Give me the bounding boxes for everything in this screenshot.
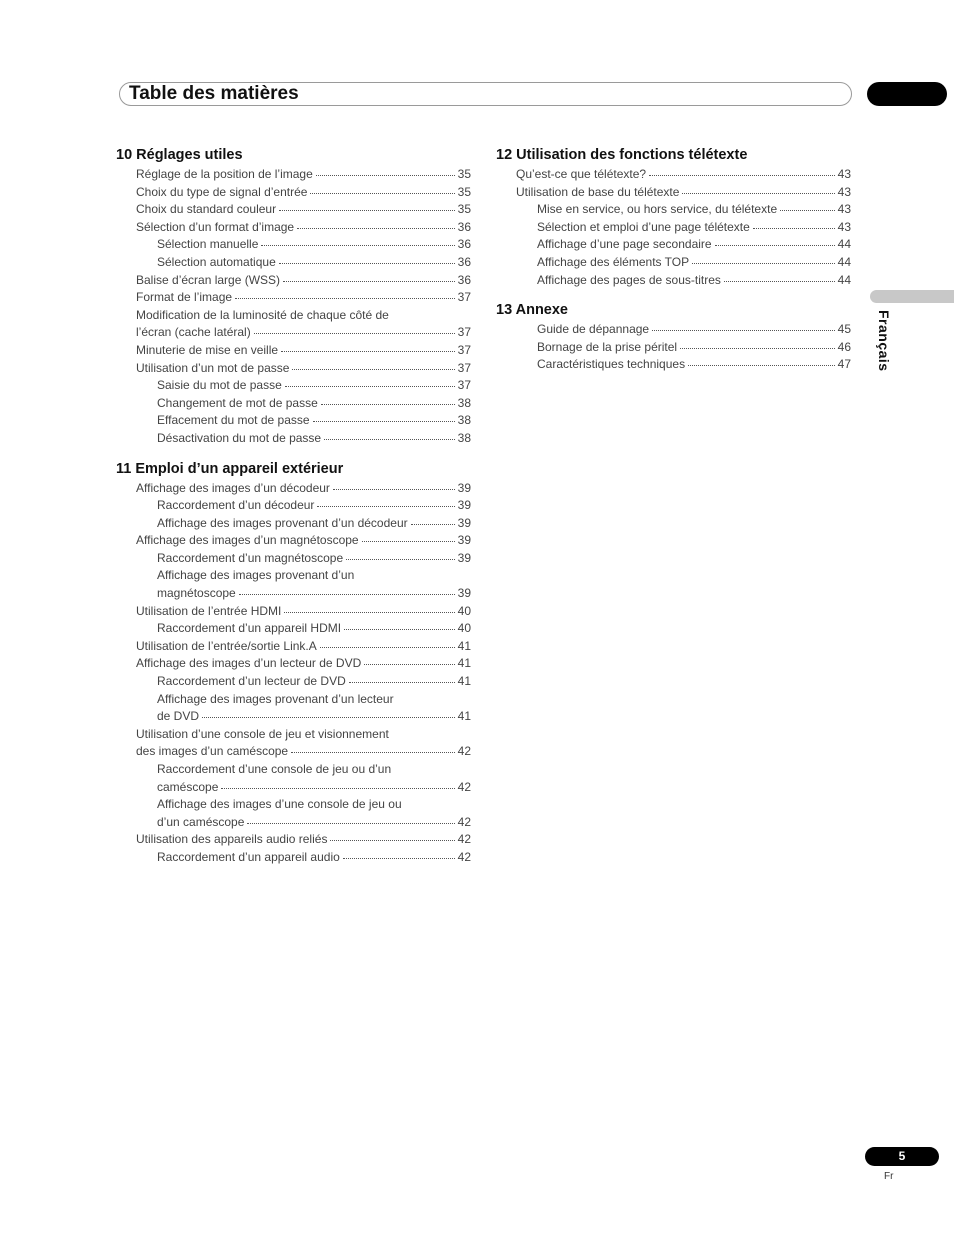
- dot-leader: [285, 376, 455, 387]
- toc-entry-text: Raccordement d’un appareil audio: [157, 849, 340, 864]
- toc-entry[interactable]: [116, 254, 471, 272]
- dot-leader: [235, 288, 455, 299]
- toc-entry-text: Balise d’écran large (WSS): [136, 272, 281, 287]
- dot-leader: [724, 271, 835, 282]
- toc-entry[interactable]: [116, 585, 471, 603]
- toc-entry-text: Effacement du mot de passe: [157, 413, 310, 428]
- section-heading: 10 Réglages utiles: [116, 147, 243, 163]
- dot-leader: [202, 707, 455, 718]
- toc-entry-text: Utilisation des appareils audio reliés: [136, 832, 328, 847]
- dot-leader: [221, 778, 454, 789]
- toc-entry[interactable]: [496, 201, 851, 219]
- toc-entry-page: 43: [837, 202, 851, 217]
- toc-entry-text: Affichage des images provenant d’un décodeur: [157, 515, 408, 530]
- toc-entry-page: 39: [457, 480, 471, 495]
- toc-entry[interactable]: [496, 166, 851, 184]
- dot-leader: [310, 183, 454, 194]
- toc-entry-text: Désactivation du mot de passe: [157, 430, 322, 445]
- toc-entry[interactable]: [116, 620, 471, 638]
- toc-entry-page: 38: [457, 430, 471, 445]
- toc-entry[interactable]: [116, 831, 471, 849]
- dot-leader: [652, 320, 835, 331]
- toc-entry[interactable]: [496, 356, 851, 374]
- section-heading: 13 Annexe: [496, 302, 568, 319]
- toc-entry-page: 42: [457, 779, 471, 794]
- toc-entry-page: 36: [457, 272, 471, 287]
- toc-entry[interactable]: [116, 691, 471, 709]
- dot-leader: [649, 165, 835, 176]
- toc-entry[interactable]: [116, 324, 471, 342]
- toc-entry-page: 42: [457, 849, 471, 864]
- dot-leader: [680, 338, 835, 349]
- toc-entry-text: Changement de mot de passe: [157, 395, 318, 410]
- toc-entry-page: 47: [837, 357, 851, 372]
- toc-entry-text: Affichage des images d’un décodeur: [136, 480, 330, 495]
- toc-entry-text: Affichage des images d’une console de jeu ou: [157, 797, 402, 812]
- dot-leader: [330, 830, 454, 841]
- toc-section: [496, 146, 851, 289]
- toc-entry-page: 41: [457, 709, 471, 724]
- dot-leader: [344, 619, 455, 630]
- dot-leader: [279, 200, 455, 211]
- toc-entry-text: Guide de dépannage: [537, 322, 650, 337]
- dot-leader: [364, 654, 454, 665]
- toc-entry-page: 39: [457, 515, 471, 530]
- dot-leader: [313, 411, 455, 422]
- toc-entry-page: 36: [457, 237, 471, 252]
- toc-entry[interactable]: [116, 201, 471, 219]
- toc-entry-text: Choix du type de signal d’entrée: [136, 184, 308, 199]
- toc-section: [116, 146, 471, 448]
- toc-entry-page: 35: [457, 167, 471, 181]
- language-tab: [870, 290, 954, 303]
- dot-leader: [780, 200, 835, 211]
- toc-entry-page: 39: [457, 533, 471, 548]
- toc-entry-text: Sélection automatique: [157, 254, 276, 269]
- page-number: 5: [865, 1147, 939, 1166]
- toc-entry[interactable]: [496, 236, 851, 254]
- toc-entry-page: 43: [837, 184, 851, 199]
- toc-entry-text: d’un caméscope: [157, 814, 245, 829]
- dot-leader: [411, 514, 455, 525]
- toc-entry[interactable]: [496, 272, 851, 290]
- title-pill-decoration: [867, 82, 947, 106]
- toc-entry[interactable]: [116, 395, 471, 413]
- toc-entry-text: Raccordement d’un lecteur de DVD: [157, 674, 346, 689]
- toc-entry[interactable]: [116, 497, 471, 515]
- language-label: Français: [876, 310, 892, 372]
- toc-entry[interactable]: [116, 272, 471, 290]
- dot-leader: [283, 271, 455, 282]
- toc-entry[interactable]: [496, 339, 851, 357]
- toc-entry-text: Utilisation de l’entrée/sortie Link.A: [136, 638, 317, 653]
- page-language-code: Fr: [884, 1171, 894, 1182]
- toc-entry-page: 41: [457, 674, 471, 689]
- toc-entry-text: Raccordement d’un magnétoscope: [157, 550, 344, 565]
- toc-entry-page: 42: [457, 744, 471, 759]
- toc-entry[interactable]: [116, 779, 471, 797]
- toc-entry-page: 46: [837, 339, 851, 354]
- toc-entry[interactable]: [116, 638, 471, 656]
- toc-entry[interactable]: [116, 567, 471, 585]
- toc-entry-text: Bornage de la prise péritel: [537, 339, 678, 354]
- toc-entry-page: 41: [457, 656, 471, 671]
- toc-entry-text: Utilisation d’une console de jeu et visionnement: [136, 726, 389, 741]
- toc-entry-page: 42: [457, 832, 471, 847]
- toc-entry-text: Affichage des pages de sous-titres: [537, 272, 721, 287]
- toc-entry-text: Qu’est-ce que télétexte?: [516, 167, 647, 181]
- toc-entry-page: 38: [457, 395, 471, 410]
- toc-entry-text: Mise en service, ou hors service, du télétexte: [537, 202, 778, 217]
- toc-entry[interactable]: [116, 603, 471, 621]
- section-heading: 12 Utilisation des fonctions télétexte: [496, 147, 748, 163]
- toc-entry[interactable]: [116, 796, 471, 814]
- toc-entry[interactable]: [496, 219, 851, 237]
- toc-entry-page: 39: [457, 586, 471, 601]
- toc-entry[interactable]: [496, 184, 851, 202]
- toc-entry[interactable]: [116, 708, 471, 726]
- toc-entry[interactable]: [116, 655, 471, 673]
- toc-entry-text: Minuterie de mise en veille: [136, 342, 279, 357]
- toc-entry[interactable]: [116, 377, 471, 395]
- dot-leader: [316, 165, 455, 176]
- toc-entry[interactable]: [116, 342, 471, 360]
- toc-entry-text: Affichage des images d’un lecteur de DVD: [136, 656, 362, 671]
- dot-leader: [692, 253, 835, 264]
- toc-entry-text: caméscope: [157, 779, 219, 794]
- toc-entry-text: Choix du standard couleur: [136, 202, 277, 217]
- toc-entry[interactable]: [116, 550, 471, 568]
- dot-leader: [333, 479, 455, 490]
- toc-entry-page: 40: [457, 603, 471, 618]
- toc-entry[interactable]: [116, 532, 471, 550]
- dot-leader: [321, 394, 455, 405]
- toc-entry-text: de DVD: [157, 709, 200, 724]
- toc-entry[interactable]: [116, 412, 471, 430]
- dot-leader: [753, 218, 835, 229]
- toc-entry-text: l’écran (cache latéral): [136, 325, 251, 340]
- toc-entry-text: Affichage d’une page secondaire: [537, 237, 712, 252]
- toc-entry[interactable]: [116, 743, 471, 761]
- toc-entry-text: Réglage de la position de l’image: [136, 167, 313, 181]
- dot-leader: [320, 637, 455, 648]
- dot-leader: [715, 235, 835, 246]
- toc-entry[interactable]: [496, 254, 851, 272]
- toc-entry-text: Utilisation de base du télétexte: [516, 184, 680, 199]
- toc-entry[interactable]: [116, 360, 471, 378]
- toc-entry[interactable]: [116, 849, 471, 867]
- toc-entry-text: Affichage des images provenant d’un: [157, 568, 355, 583]
- toc-entry-text: des images d’un caméscope: [136, 744, 289, 759]
- toc-entry[interactable]: [116, 219, 471, 237]
- section-heading: 11 Emploi d’un appareil extérieur: [116, 460, 344, 477]
- toc-entry-text: Raccordement d’une console de jeu ou d’un: [157, 762, 392, 776]
- toc-entry[interactable]: [116, 673, 471, 691]
- toc-entry-text: magnétoscope: [157, 586, 236, 601]
- toc-entry[interactable]: [116, 761, 471, 779]
- title-bar: [119, 82, 852, 106]
- dot-leader: [362, 531, 455, 542]
- toc-entry-page: 44: [837, 254, 851, 269]
- toc-entry[interactable]: [116, 184, 471, 202]
- dot-leader: [247, 813, 454, 824]
- toc-entry-page: 38: [457, 413, 471, 428]
- dot-leader: [343, 848, 455, 859]
- toc-section: [116, 460, 471, 867]
- toc-entry-page: 44: [837, 272, 851, 287]
- toc-entry-page: 45: [837, 322, 851, 337]
- toc-entry[interactable]: [116, 236, 471, 254]
- toc-entry-page: 35: [457, 202, 471, 217]
- toc-entry[interactable]: [116, 166, 471, 184]
- toc-right-column: [496, 146, 851, 386]
- toc-entry-page: 43: [837, 219, 851, 234]
- dot-leader: [281, 341, 455, 352]
- toc-entry-text: Sélection d’un format d’image: [136, 219, 295, 234]
- toc-entry-page: 37: [457, 378, 471, 393]
- toc-entry[interactable]: [116, 480, 471, 498]
- toc-entry-text: Modification de la luminosité de chaque côté de: [136, 307, 389, 322]
- toc-entry-page: 40: [457, 621, 471, 636]
- toc-entry-text: Sélection et emploi d’une page télétexte: [537, 219, 750, 234]
- dot-leader: [261, 235, 454, 246]
- toc-entry-page: 44: [837, 237, 851, 252]
- toc-entry-page: 39: [457, 498, 471, 513]
- toc-entry-text: Utilisation d’un mot de passe: [136, 360, 290, 375]
- dot-leader: [349, 672, 455, 683]
- toc-entry-page: 37: [457, 290, 471, 305]
- toc-entry-text: Affichage des images provenant d’un lecteur: [157, 691, 394, 706]
- toc-section: [496, 301, 851, 374]
- dot-leader: [346, 549, 455, 560]
- toc-entry[interactable]: [116, 430, 471, 448]
- dot-leader: [324, 429, 455, 440]
- toc-entry-page: 36: [457, 219, 471, 234]
- toc-entry-text: Utilisation de l’entrée HDMI: [136, 603, 282, 618]
- dot-leader: [297, 218, 455, 229]
- dot-leader: [239, 584, 455, 595]
- toc-entry-text: Affichage des éléments TOP: [537, 254, 690, 269]
- toc-entry[interactable]: [116, 289, 471, 307]
- dot-leader: [317, 496, 454, 507]
- toc-entry-text: Raccordement d’un décodeur: [157, 498, 315, 513]
- toc-entry-page: 37: [457, 325, 471, 340]
- dot-leader: [682, 183, 834, 194]
- toc-entry-page: 41: [457, 638, 471, 653]
- toc-left-column: [116, 146, 471, 879]
- toc-entry-page: 39: [457, 550, 471, 565]
- toc-entry-page: 37: [457, 342, 471, 357]
- dot-leader: [688, 355, 835, 366]
- toc-entry-text: Saisie du mot de passe: [157, 378, 282, 393]
- toc-entry[interactable]: [116, 814, 471, 832]
- toc-entry-text: Format de l’image: [136, 290, 233, 305]
- dot-leader: [254, 323, 455, 334]
- page-title: Table des matières: [129, 83, 299, 104]
- toc-entry-text: Caractéristiques techniques: [537, 357, 686, 372]
- toc-entry-text: Affichage des images d’un magnétoscope: [136, 533, 359, 548]
- dot-leader: [279, 253, 455, 264]
- toc-entry[interactable]: [496, 321, 851, 339]
- toc-entry[interactable]: [116, 726, 471, 744]
- toc-entry-text: Sélection manuelle: [157, 237, 259, 252]
- toc-entry[interactable]: [116, 515, 471, 533]
- toc-entry-page: 43: [837, 167, 851, 181]
- toc-entry-page: 36: [457, 254, 471, 269]
- toc-entry[interactable]: [116, 307, 471, 325]
- toc-entry-page: 42: [457, 814, 471, 829]
- dot-leader: [284, 602, 454, 613]
- dot-leader: [291, 742, 455, 753]
- toc-entry-page: 35: [457, 184, 471, 199]
- dot-leader: [292, 359, 454, 370]
- toc-entry-text: Raccordement d’un appareil HDMI: [157, 621, 342, 636]
- toc-entry-page: 37: [457, 360, 471, 375]
